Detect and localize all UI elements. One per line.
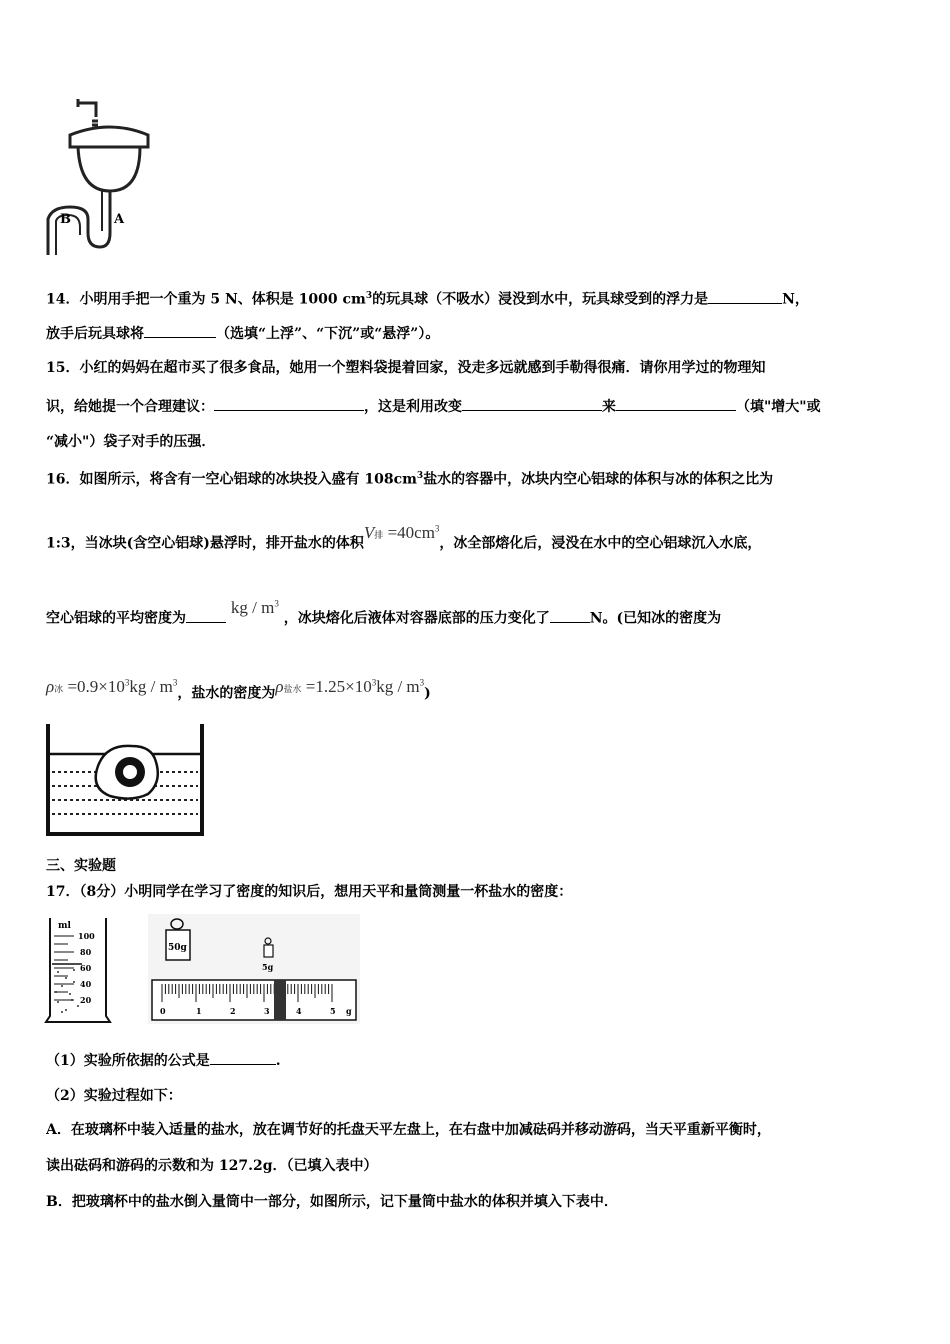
q16-blank-density[interactable] [186,608,226,623]
q14-line1: 14．小明用手把一个重为 5 N、体积是 1000 $cm^3$的玩具球（不吸水）浸没到水中，玩具球受到的浮力是 N， [46,286,809,310]
cyl-tick-100: 100 [78,931,95,941]
faucet-icon [78,99,98,125]
basin-rim [70,127,148,147]
q14-line2: 放手后玩具球将 （选填“上浮”、“下沉”或“悬浮”）。 [46,323,439,344]
scale-4: 4 [296,1006,302,1016]
q15-line3: “减小"）袋子对手的压强． [46,434,216,450]
balance-figure [148,914,360,1024]
weight-5g-label: 5g [262,962,274,972]
q14-blank-motion[interactable] [144,323,216,338]
measuring-cylinder-figure [44,916,116,1024]
q15-line1: 15．小红的妈妈在超市买了很多食品，她用一个塑料袋提着回家，没走多远就感到手勒得很痛．请你用学过的物理知 [46,360,766,376]
q17-line1: 17．（8分）小明同学在学习了密度的知识后，想用天平和量筒测量一杯盐水的密度： [46,884,573,900]
cyl-tick-20: 20 [80,995,92,1005]
scale-5: 5 [330,1006,336,1016]
q17-p2: （2）实验过程如下： [46,1088,182,1104]
q17-pA-2: 读出砝码和游码的示数和为 127.2g．（已填入表中） [46,1158,378,1174]
cyl-tick-40: 40 [80,979,92,989]
q17-p1: （1）实验所依据的公式是 . [46,1050,281,1071]
basin-bowl [78,147,140,191]
q15-blank-suggestion[interactable] [214,396,364,411]
q15-blank-effect[interactable] [616,396,736,411]
scale-unit: g [346,1006,352,1016]
label-b: B [60,212,71,227]
ice-container-figure [44,722,206,838]
q16-blank-force[interactable] [550,608,590,623]
section3-title: 三、实验题 [46,858,116,874]
q15-line2: 识，给她提一个合理建议： ，这是利用改变 来 （填"增大"或 [46,396,821,417]
q14-blank-buoyancy[interactable] [708,289,782,304]
q15-blank-change[interactable] [462,396,602,411]
q16-line2: 1:3，当冰块(含空心铝球)悬浮时，排开盐水的体积V排 $=40cm^3$，冰全部熔化后，浸没在水中的空心铝球沉入水底， [46,522,762,552]
scale-2: 2 [230,1006,236,1016]
q17-pA-1: A．在玻璃杯中装入适量的盐水，放在调节好的托盘天平左盘上，在右盘中加减砝码并移动游码，当天平重新平衡时， [46,1122,771,1138]
q16-line3: 空心铝球的平均密度为 kg / $m^3$ ，冰块熔化后液体对容器底部的压力变化了 N。(已知冰的密度为 [46,597,722,627]
q17-pB: B．把玻璃杯中的盐水倒入量筒中一部分，如图所示，记下量筒中盐水的体积并填入下表中． [46,1194,618,1210]
rider [274,980,286,1020]
cyl-tick-80: 80 [80,947,92,957]
label-a: A [114,212,125,227]
weight-50g-label: 50g [168,943,187,953]
cylinder-unit: ml [58,921,71,931]
q16-line1: 16．如图所示，将含有一空心铝球的冰块投入盛有 $108cm^3$盐水的容器中，冰块内空心铝球的体积与冰的体积之比为 [46,471,774,488]
q16-line4: ρ冰 $=0.9\times 10^3kg / m^3$，盐水的密度为ρ盐水 $=1.25\times 10^3kg / m^3$) [46,676,431,702]
scale-0: 0 [160,1006,166,1016]
sink-figure [40,95,160,255]
scale-3: 3 [264,1006,270,1016]
q17-blank-formula[interactable] [210,1050,276,1065]
scale-1: 1 [196,1006,202,1016]
cyl-tick-60: 60 [80,963,92,973]
